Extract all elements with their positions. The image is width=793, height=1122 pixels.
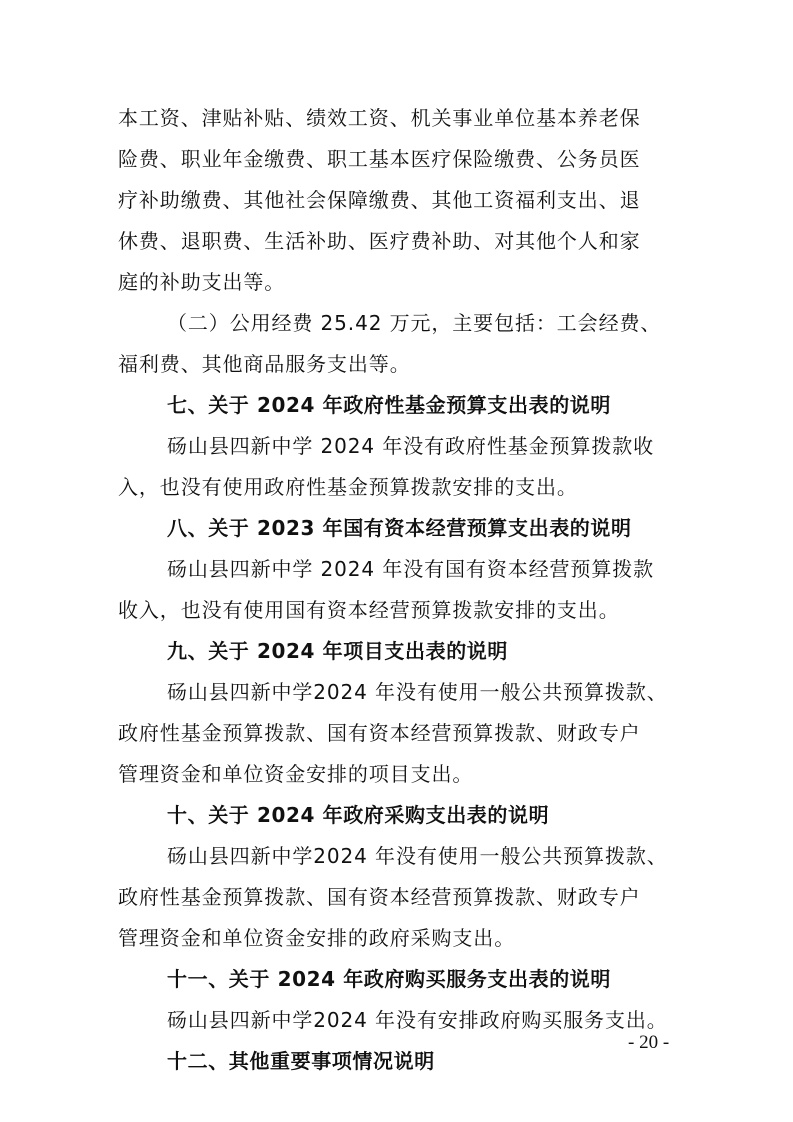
body-text-line: 政府性基金预算拨款、国有资本经营预算拨款、财政专户	[118, 885, 641, 909]
body-text-line: 政府性基金预算拨款、国有资本经营预算拨款、财政专户	[118, 721, 641, 745]
body-text-line: 砀山县四新中学2024 年没有使用一般公共预算拨款、	[167, 844, 668, 868]
body-text-line: 险费、职业年金缴费、职工基本医疗保险缴费、公务员医	[118, 147, 641, 171]
body-text-line: 管理资金和单位资金安排的项目支出。	[118, 762, 474, 786]
section-heading-8: 八、关于 2023 年国有资本经营预算支出表的说明	[167, 516, 632, 540]
body-text-line: 本工资、津贴补贴、绩效工资、机关事业单位基本养老保	[118, 106, 641, 130]
body-text-line: （二）公用经费 25.42 万元，主要包括：工会经费、	[167, 311, 662, 335]
section-heading-7: 七、关于 2024 年政府性基金预算支出表的说明	[167, 393, 611, 417]
page-number: - 20 -	[628, 1032, 670, 1053]
body-text-line: 砀山县四新中学 2024 年没有国有资本经营预算拨款	[167, 557, 655, 581]
section-heading-11: 十一、关于 2024 年政府购买服务支出表的说明	[167, 967, 611, 991]
body-text-line: 庭的补助支出等。	[118, 270, 286, 294]
section-heading-9: 九、关于 2024 年项目支出表的说明	[167, 639, 508, 663]
body-text-line: 砀山县四新中学 2024 年没有政府性基金预算拨款收	[167, 434, 655, 458]
body-text-line: 疗补助缴费、其他社会保障缴费、其他工资福利支出、退	[118, 188, 641, 212]
body-text-line: 休费、退职费、生活补助、医疗费补助、对其他个人和家	[118, 229, 641, 253]
body-text-line: 砀山县四新中学2024 年没有使用一般公共预算拨款、	[167, 680, 668, 704]
body-text-line: 管理资金和单位资金安排的政府采购支出。	[118, 926, 516, 950]
body-text-line: 收入，也没有使用国有资本经营预算拨款安排的支出。	[118, 598, 620, 622]
section-heading-12: 十二、其他重要事项情况说明	[167, 1049, 435, 1073]
body-text-line: 入，也没有使用政府性基金预算拨款安排的支出。	[118, 475, 578, 499]
body-text-line: 砀山县四新中学2024 年没有安排政府购买服务支出。	[167, 1008, 668, 1032]
body-text-line: 福利费、其他商品服务支出等。	[118, 352, 411, 376]
section-heading-10: 十、关于 2024 年政府采购支出表的说明	[167, 803, 550, 827]
